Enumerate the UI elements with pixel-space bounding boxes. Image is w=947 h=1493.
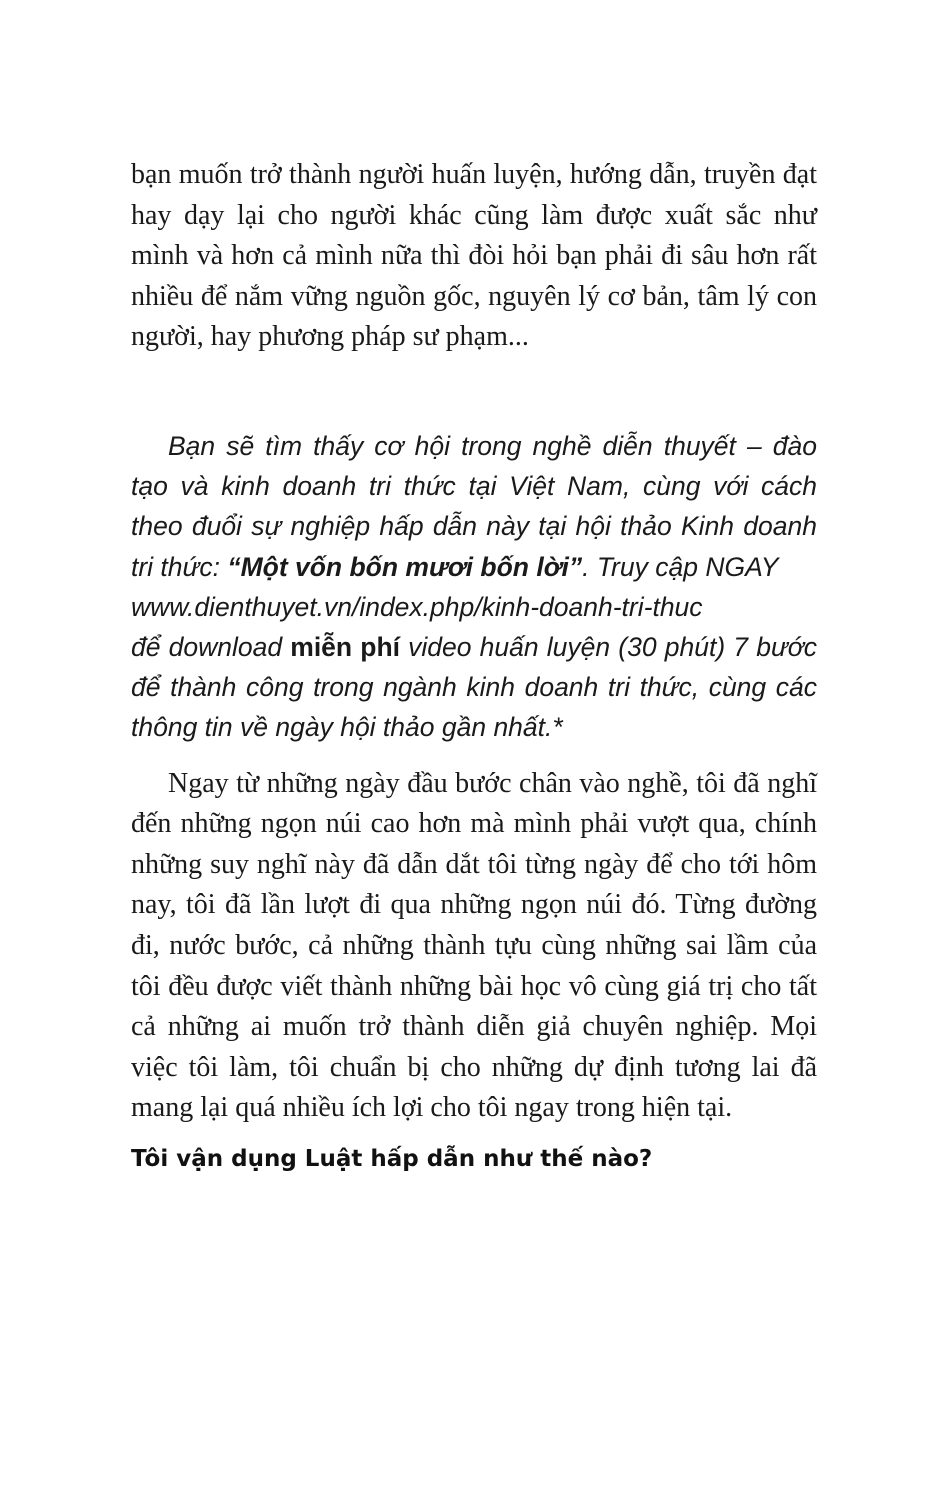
body-paragraph: bạn muốn trở thành người huấn luyện, hướng dẫn, truyền đạt hay dạy lại cho người khác cũng làm được xuất sắc như mình và hơn cả mình nữa thì đòi hỏi bạn phải đi sâu hơn rất nhiều để nắm vững nguồn gốc, nguyên lý cơ bản, tâm lý con người, hay phương pháp sư phạm... (131, 159, 817, 353)
promo-url-link[interactable]: www.dienthuyet.vn/index.php/kinh-doanh-tri-thuc (131, 591, 703, 622)
promo-paragraph (131, 426, 817, 748)
section-heading: Tôi vận dụng Luật hấp dẫn như thế nào? (131, 1145, 653, 1172)
event-title: “Một vốn bốn mươi bốn lời” (227, 551, 583, 582)
promo-outro: video huấn luyện (30 phút) 7 bước để thành công trong ngành kinh doanh tri thức, cùng các thông tin về ngày hội thảo gần nhất.* (131, 631, 818, 743)
book-page (131, 155, 817, 1175)
free-label: miễn phí (290, 631, 400, 662)
promo-download-text: để download (131, 631, 291, 662)
promo-intro: Bạn sẽ tìm thấy cơ hội trong nghề diễn thuyết – đào tạo và kinh doanh tri thức tại Việt Nam, cùng với cách theo đuổi sự nghiệp hấp dẫn này tại hội thảo Kinh doanh tri thức: (131, 430, 817, 582)
body-paragraph-2: Ngay từ những ngày đầu bước chân vào nghề, tôi đã nghĩ đến những ngọn núi cao hơn mà mình phải vượt qua, chính những suy nghĩ này đã dẫn dắt tôi từng ngày để cho tới hôm nay, tôi đã lần lượt đi qua những ngọn núi đó. Từng đường đi, nước bước, cả những thành tựu cùng những sai lầm của tôi đều được viết thành những bài học vô cùng giá trị cho tất cả những ai muốn trở thành diễn giả chuyên nghiệp. Mọi việc tôi làm, tôi chuẩn bị cho những dự định tương lai đã mang lại quá nhiều ích lợi cho tôi ngay trong hiện tại. (131, 767, 817, 1124)
promo-access-text: . Truy cập NGAY (582, 551, 779, 582)
